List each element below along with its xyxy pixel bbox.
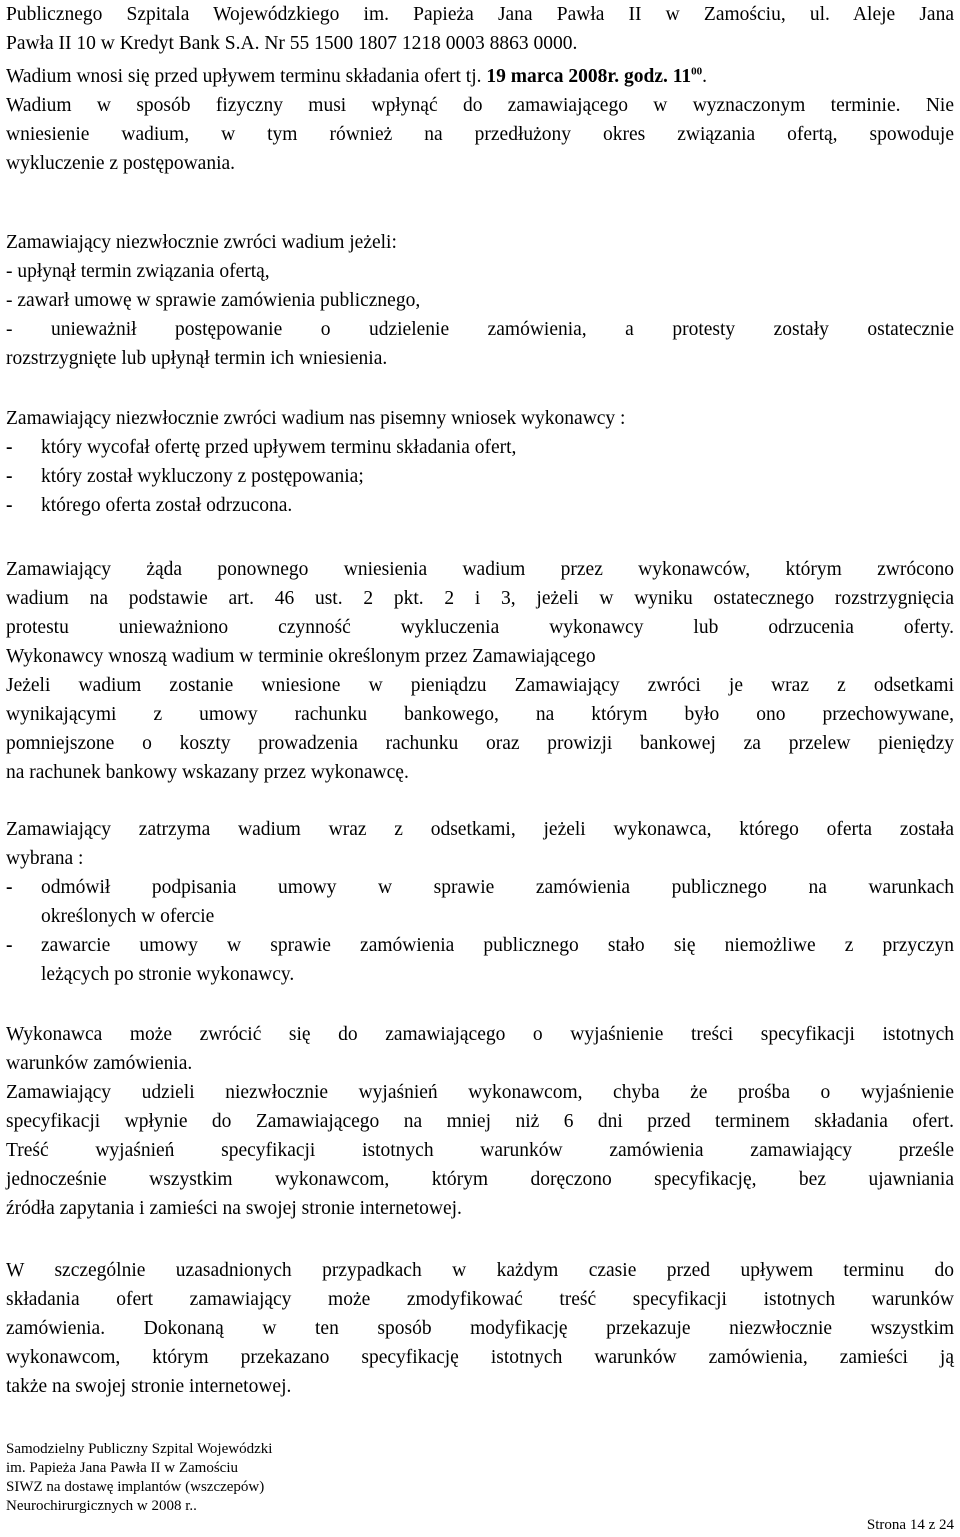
clarify-line-6: jednocześnie wszystkim wykonawcom, którym doręczono specyfikację, bez ujawniania [6, 1169, 954, 1190]
bullet-dash: - [6, 935, 13, 956]
deadline-date: 19 marca 2008r. godz. 11 [486, 66, 692, 87]
resubmit-line-8: na rachunek bankowy wskazany przez wykonawcę. [6, 762, 409, 783]
request-item-text: który wycofał ofertę przed upływem terminu składania ofert, [41, 437, 517, 458]
deadline-text: Wadium wnosi się przed upływem terminu składania ofert tj. [6, 66, 482, 87]
clarify-line-4: specyfikacji wpłynie do Zamawiającego na mniej niż 6 dni przed terminem składania ofert. [6, 1111, 954, 1132]
retain-item-text-cont: określonych w ofercie [41, 906, 215, 927]
request-item-1 [6, 433, 954, 462]
request-intro: Zamawiający niezwłocznie zwróci wadium nas pisemny wniosek wykonawcy : [6, 408, 626, 429]
return-line-4: - unieważnił postępowanie o udzielenie zamówienia, a protesty zostały ostatecznie [6, 319, 954, 340]
retain-paragraph [6, 815, 954, 989]
modify-line-3: zamówienia. Dokonaną w ten sposób modyfikację przekazuje niezwłocznie wszystkim [6, 1318, 954, 1339]
resubmit-line-2: wadium na podstawie art. 46 ust. 2 pkt. 2 i 3, jeżeli w wyniku ostatecznego rozstrzygnięcia [6, 588, 954, 609]
retain-item-1 [6, 873, 954, 931]
resubmit-line-6: wynikającymi z umowy rachunku bankowego, na którym było ono przechowywane, [6, 704, 954, 725]
clarify-line-1: Wykonawca może zwrócić się do zamawiającego o wyjaśnienie treści specyfikacji istotnych [6, 1024, 954, 1045]
modification-paragraph [6, 1256, 954, 1401]
deadline-line-1 [6, 62, 954, 91]
deadline-line-2: Wadium w sposób fizyczny musi wpłynąć do zamawiającego w wyznaczonym terminie. Nie [6, 95, 954, 116]
clarify-line-2: warunków zamówienia. [6, 1053, 193, 1074]
clarification-paragraph [6, 1020, 954, 1223]
header-line-1: Publicznego Szpitala Wojewódzkiego im. Papieża Jana Pawła II w Zamościu, ul. Aleje Jana [6, 4, 954, 25]
retain-item-text: odmówił podpisania umowy w sprawie zamówienia publicznego na warunkach [41, 877, 954, 898]
bullet-dash: - [6, 495, 13, 516]
return-conditions-paragraph [6, 228, 954, 373]
bullet-dash: - [6, 877, 13, 898]
deadline-minutes: 00 [691, 65, 703, 78]
clarify-line-5: Treść wyjaśnień specyfikacji istotnych warunków zamówienia zamawiający prześle [6, 1140, 954, 1161]
modify-line-2: składania ofert zamawiający może zmodyfikować treść specyfikacji istotnych warunków [6, 1289, 954, 1310]
modify-line-4: wykonawcom, którym przekazano specyfikację istotnych warunków zamówienia, zamieści ją [6, 1347, 954, 1368]
retain-item-2 [6, 931, 954, 989]
return-line-3: - zawarł umowę w sprawie zamówienia publicznego, [6, 290, 421, 311]
retain-item-text-cont: leżących po stronie wykonawcy. [41, 964, 295, 985]
header-line-2: Pawła II 10 w Kredyt Bank S.A. Nr 55 1500 1807 1218 0003 8863 0000. [6, 33, 578, 54]
return-line-1: Zamawiający niezwłocznie zwróci wadium jeżeli: [6, 232, 397, 253]
request-item-2 [6, 462, 954, 491]
request-item-text: którego oferta został odrzucona. [41, 495, 293, 516]
retain-item-text: zawarcie umowy w sprawie zamówienia publicznego stało się niemożliwe z przyczyn [41, 935, 954, 956]
footer-line-2: im. Papieża Jana Pawła II w Zamościu [6, 1460, 239, 1476]
bullet-dash: - [6, 466, 13, 487]
retain-line-2: wybrana : [6, 848, 84, 869]
return-line-2: - upłynął termin związania ofertą, [6, 261, 270, 282]
deadline-period: . [702, 66, 708, 87]
return-line-5: rozstrzygnięte lub upłynął termin ich wniesienia. [6, 348, 388, 369]
page-number: Strona 14 z 24 [866, 1517, 954, 1533]
header-bank-paragraph [6, 0, 954, 58]
resubmit-line-1: Zamawiający żąda ponownego wniesienia wadium przez wykonawców, którym zwrócono [6, 559, 954, 580]
footer-line-3: SIWZ na dostawę implantów (wszczepów) [6, 1479, 265, 1495]
modify-line-1: W szczególnie uzasadnionych przypadkach w każdym czasie przed upływem terminu do [6, 1260, 954, 1281]
footer-line-1: Samodzielny Publiczny Szpital Wojewódzki [6, 1441, 273, 1457]
footer-line-4: Neurochirurgicznych w 2008 r.. [6, 1498, 197, 1514]
resubmit-line-3: protestu unieważniono czynność wykluczenia wykonawcy lub odrzucenia oferty. [6, 617, 954, 638]
deadline-line-4: wykluczenie z postępowania. [6, 153, 236, 174]
request-item-3 [6, 491, 954, 520]
bullet-dash: - [6, 437, 13, 458]
deadline-line-3: wniesienie wadium, w tym również na przedłużony okres związania ofertą, spowoduje [6, 124, 954, 145]
page-footer [6, 1440, 954, 1516]
resubmit-paragraph [6, 555, 954, 787]
resubmit-line-7: pomniejszone o koszty prowadzenia rachunku oraz prowizji bankowej za przelew pieniędzy [6, 733, 954, 754]
retain-line-1: Zamawiający zatrzyma wadium wraz z odsetkami, jeżeli wykonawca, którego oferta została [6, 819, 954, 840]
modify-line-5: także na swojej stronie internetowej. [6, 1376, 292, 1397]
request-item-text: który został wykluczony z postępowania; [41, 466, 364, 487]
resubmit-line-4: Wykonawcy wnoszą wadium w terminie określonym przez Zamawiającego [6, 646, 596, 667]
clarify-line-7: źródła zapytania i zamieści na swojej stronie internetowej. [6, 1198, 462, 1219]
resubmit-line-5: Jeżeli wadium zostanie wniesione w pieniądzu Zamawiający zwróci je wraz z odsetkami [6, 675, 954, 696]
request-return-paragraph [6, 404, 954, 520]
clarify-line-3: Zamawiający udzieli niezwłocznie wyjaśnień wykonawcom, chyba że prośba o wyjaśnienie [6, 1082, 954, 1103]
deadline-paragraph [6, 62, 954, 178]
